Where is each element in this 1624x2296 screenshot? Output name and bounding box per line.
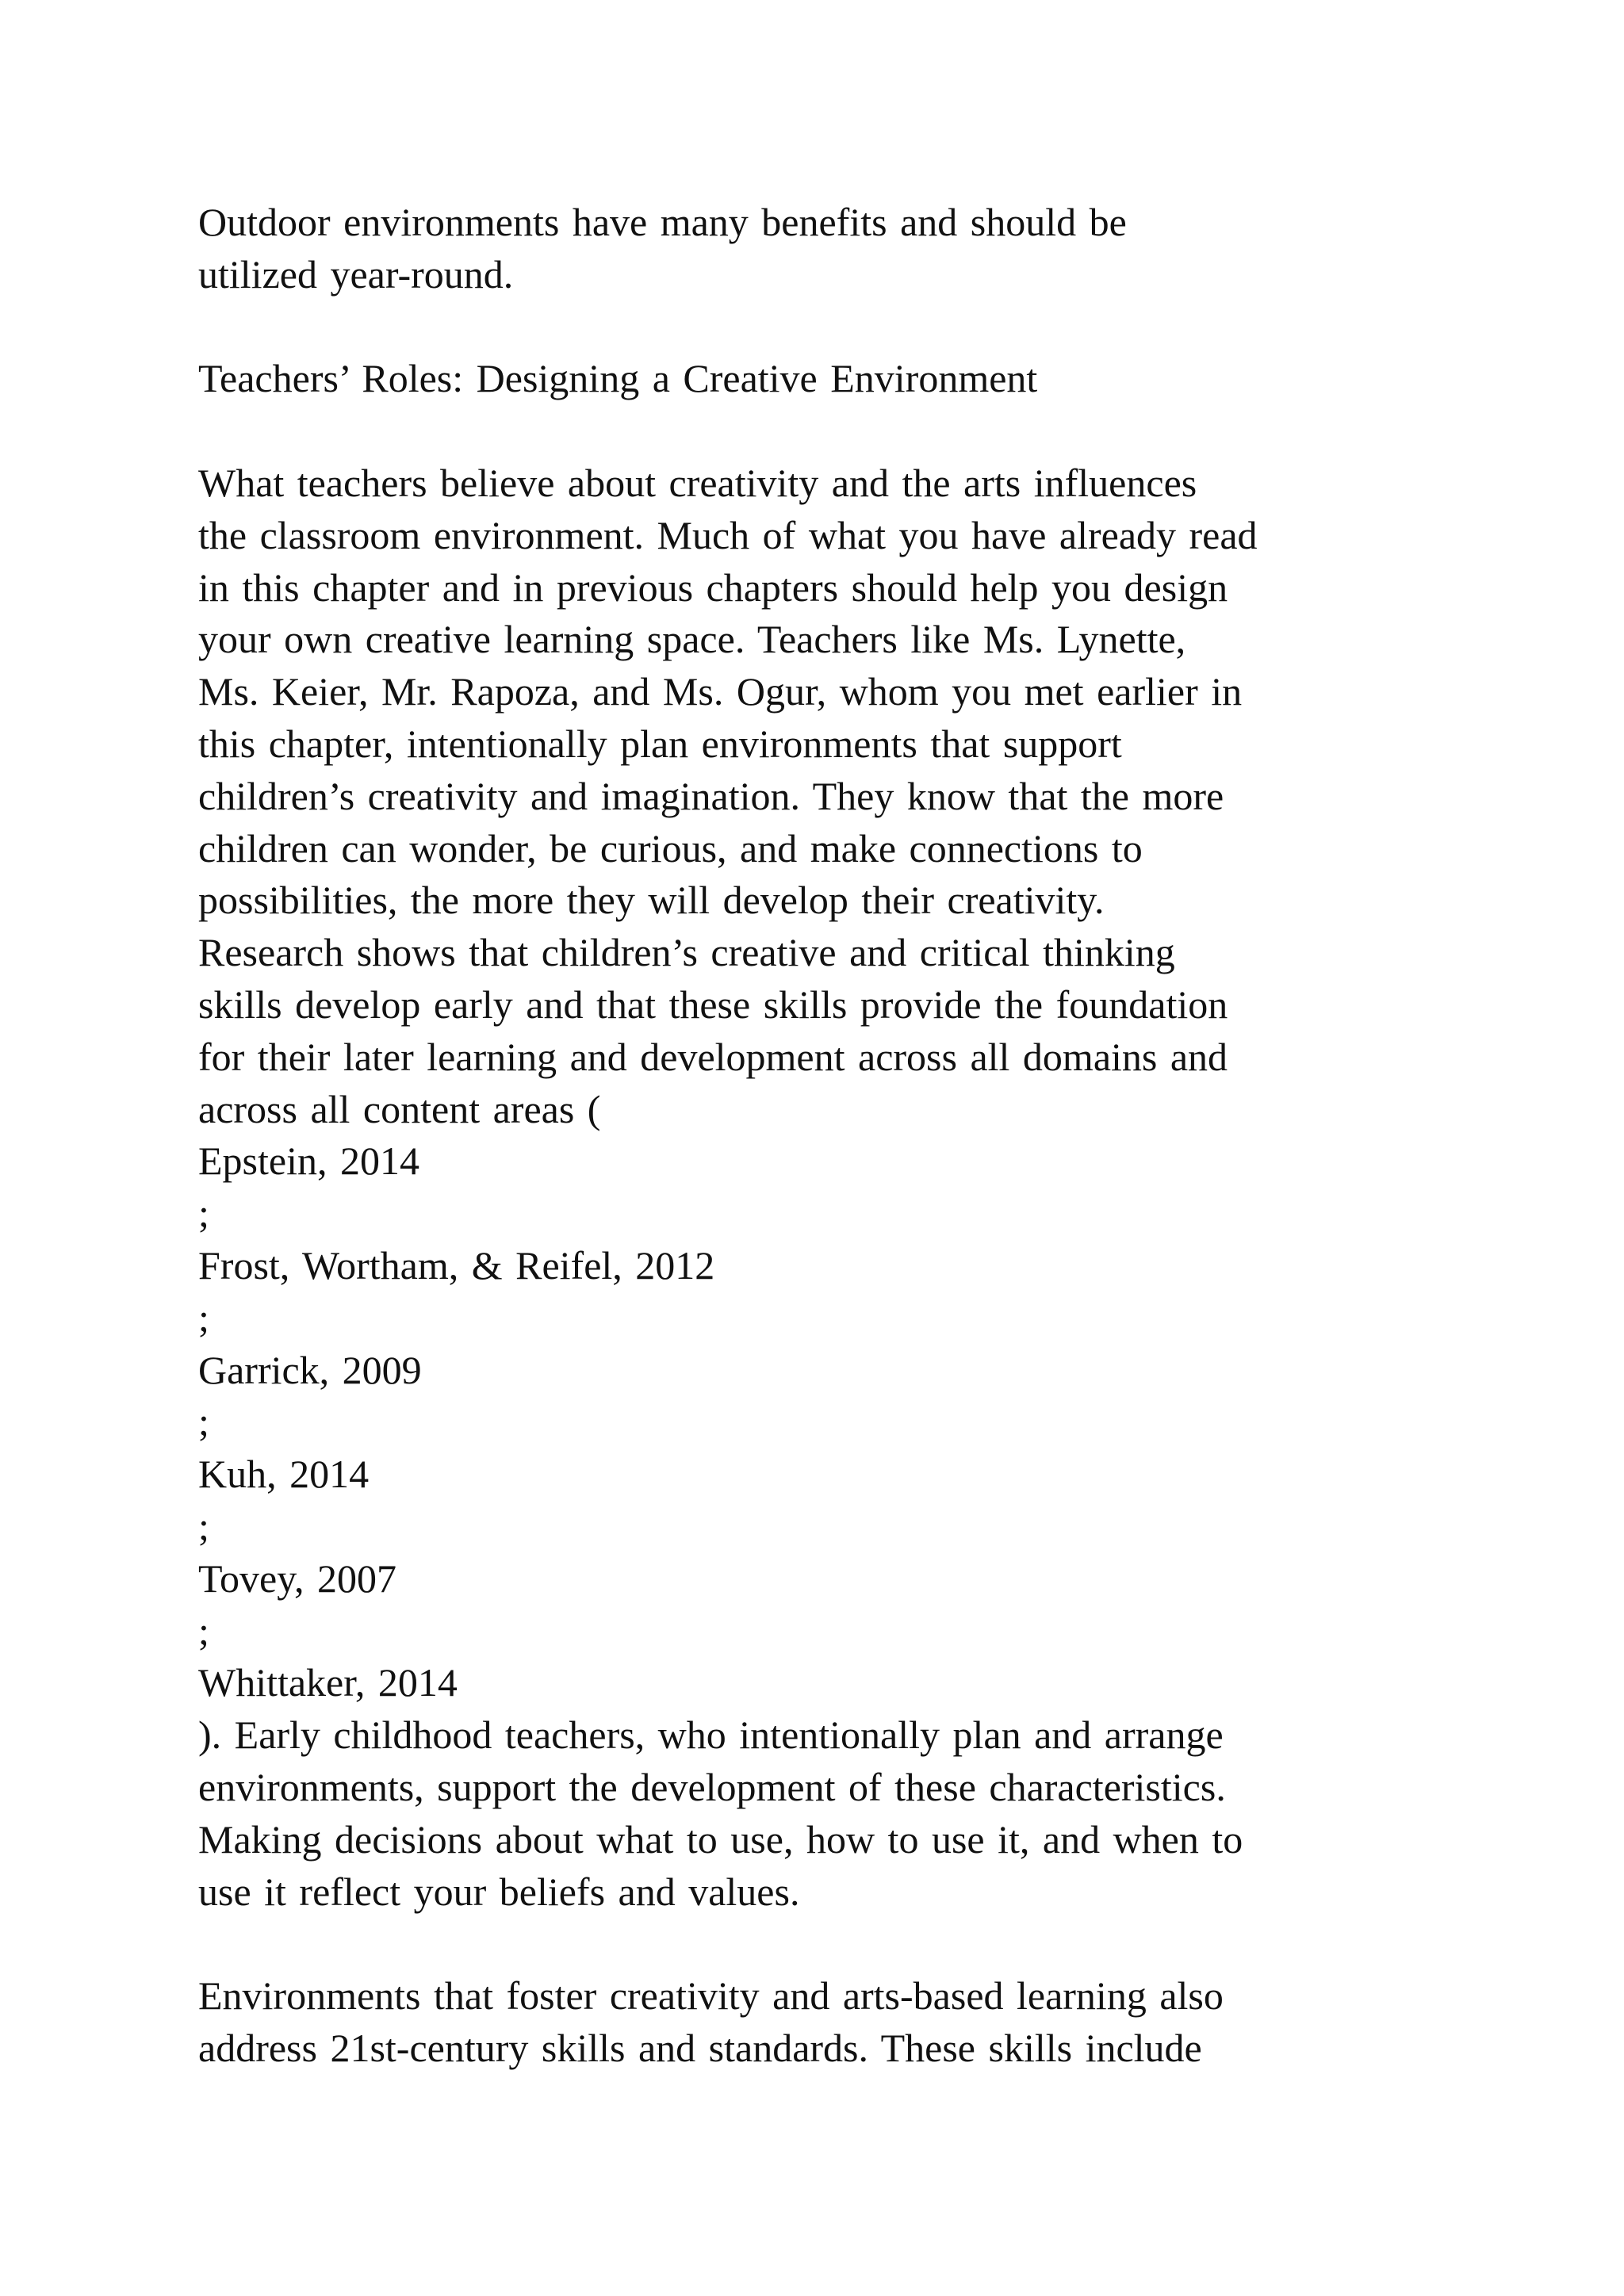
text-line: in this chapter and in previous chapters should help you design	[198, 564, 1228, 610]
text-line: Environments that foster creativity and arts-based learning also	[198, 1973, 1224, 2019]
citation-list	[198, 1135, 1499, 1709]
citation-separator: ;	[198, 1503, 209, 1548]
section-heading: Teachers’ Roles: Designing a Creative Environment	[198, 356, 1038, 401]
text-line: children’s creativity and imagination. They know that the more	[198, 773, 1224, 818]
text-line: address 21st-century skills and standards. These skills include	[198, 2025, 1202, 2070]
text-line: across all content areas (	[198, 1086, 601, 1131]
citation-separator: ;	[198, 1399, 209, 1445]
paragraph-spacer	[198, 405, 1499, 457]
document-body	[198, 197, 1499, 2075]
text-line: use it reflect your beliefs and values.	[198, 1869, 800, 1914]
citation: Garrick, 2009	[198, 1347, 422, 1392]
paragraph-spacer	[198, 1918, 1499, 1970]
text-line: ). Early childhood teachers, who intentionally plan and arrange	[198, 1712, 1224, 1758]
paragraph-spacer	[198, 301, 1499, 354]
citation: Epstein, 2014	[198, 1138, 419, 1184]
text-line: utilized year-round.	[198, 251, 514, 297]
text-line: your own creative learning space. Teachers like Ms. Lynette,	[198, 617, 1186, 662]
text-line: Ms. Keier, Mr. Rapoza, and Ms. Ogur, whom you met earlier in	[198, 669, 1243, 714]
paragraph-creative-environment	[198, 457, 1499, 1918]
text-line: possibilities, the more they will develop their creativity.	[198, 878, 1105, 923]
intro-paragraph	[198, 197, 1499, 301]
text-line: for their later learning and development across all domains and	[198, 1034, 1228, 1079]
text-line: the classroom environment. Much of what you have already read	[198, 512, 1258, 557]
text-line: children can wonder, be curious, and make connections to	[198, 825, 1143, 871]
text-line: What teachers believe about creativity and the arts influences	[198, 460, 1197, 505]
citation: Tovey, 2007	[198, 1556, 396, 1601]
citation-separator: ;	[198, 1608, 209, 1653]
text-line: environments, support the development of these characteristics.	[198, 1764, 1226, 1809]
paragraph-21st-century-skills	[198, 1970, 1499, 2075]
text-line: Research shows that children’s creative and critical thinking	[198, 930, 1175, 975]
text-line: skills develop early and that these skills provide the foundation	[198, 982, 1228, 1027]
citation-separator: ;	[198, 1191, 209, 1236]
text-line: Making decisions about what to use, how to use it, and when to	[198, 1816, 1243, 1862]
citation-separator: ;	[198, 1295, 209, 1340]
text-line: Outdoor environments have many benefits and should be	[198, 200, 1127, 244]
citation: Frost, Wortham, & Reifel, 2012	[198, 1242, 715, 1288]
citation: Kuh, 2014	[198, 1452, 370, 1497]
text-line: this chapter, intentionally plan environments that support	[198, 721, 1122, 766]
citation: Whittaker, 2014	[198, 1660, 458, 1705]
